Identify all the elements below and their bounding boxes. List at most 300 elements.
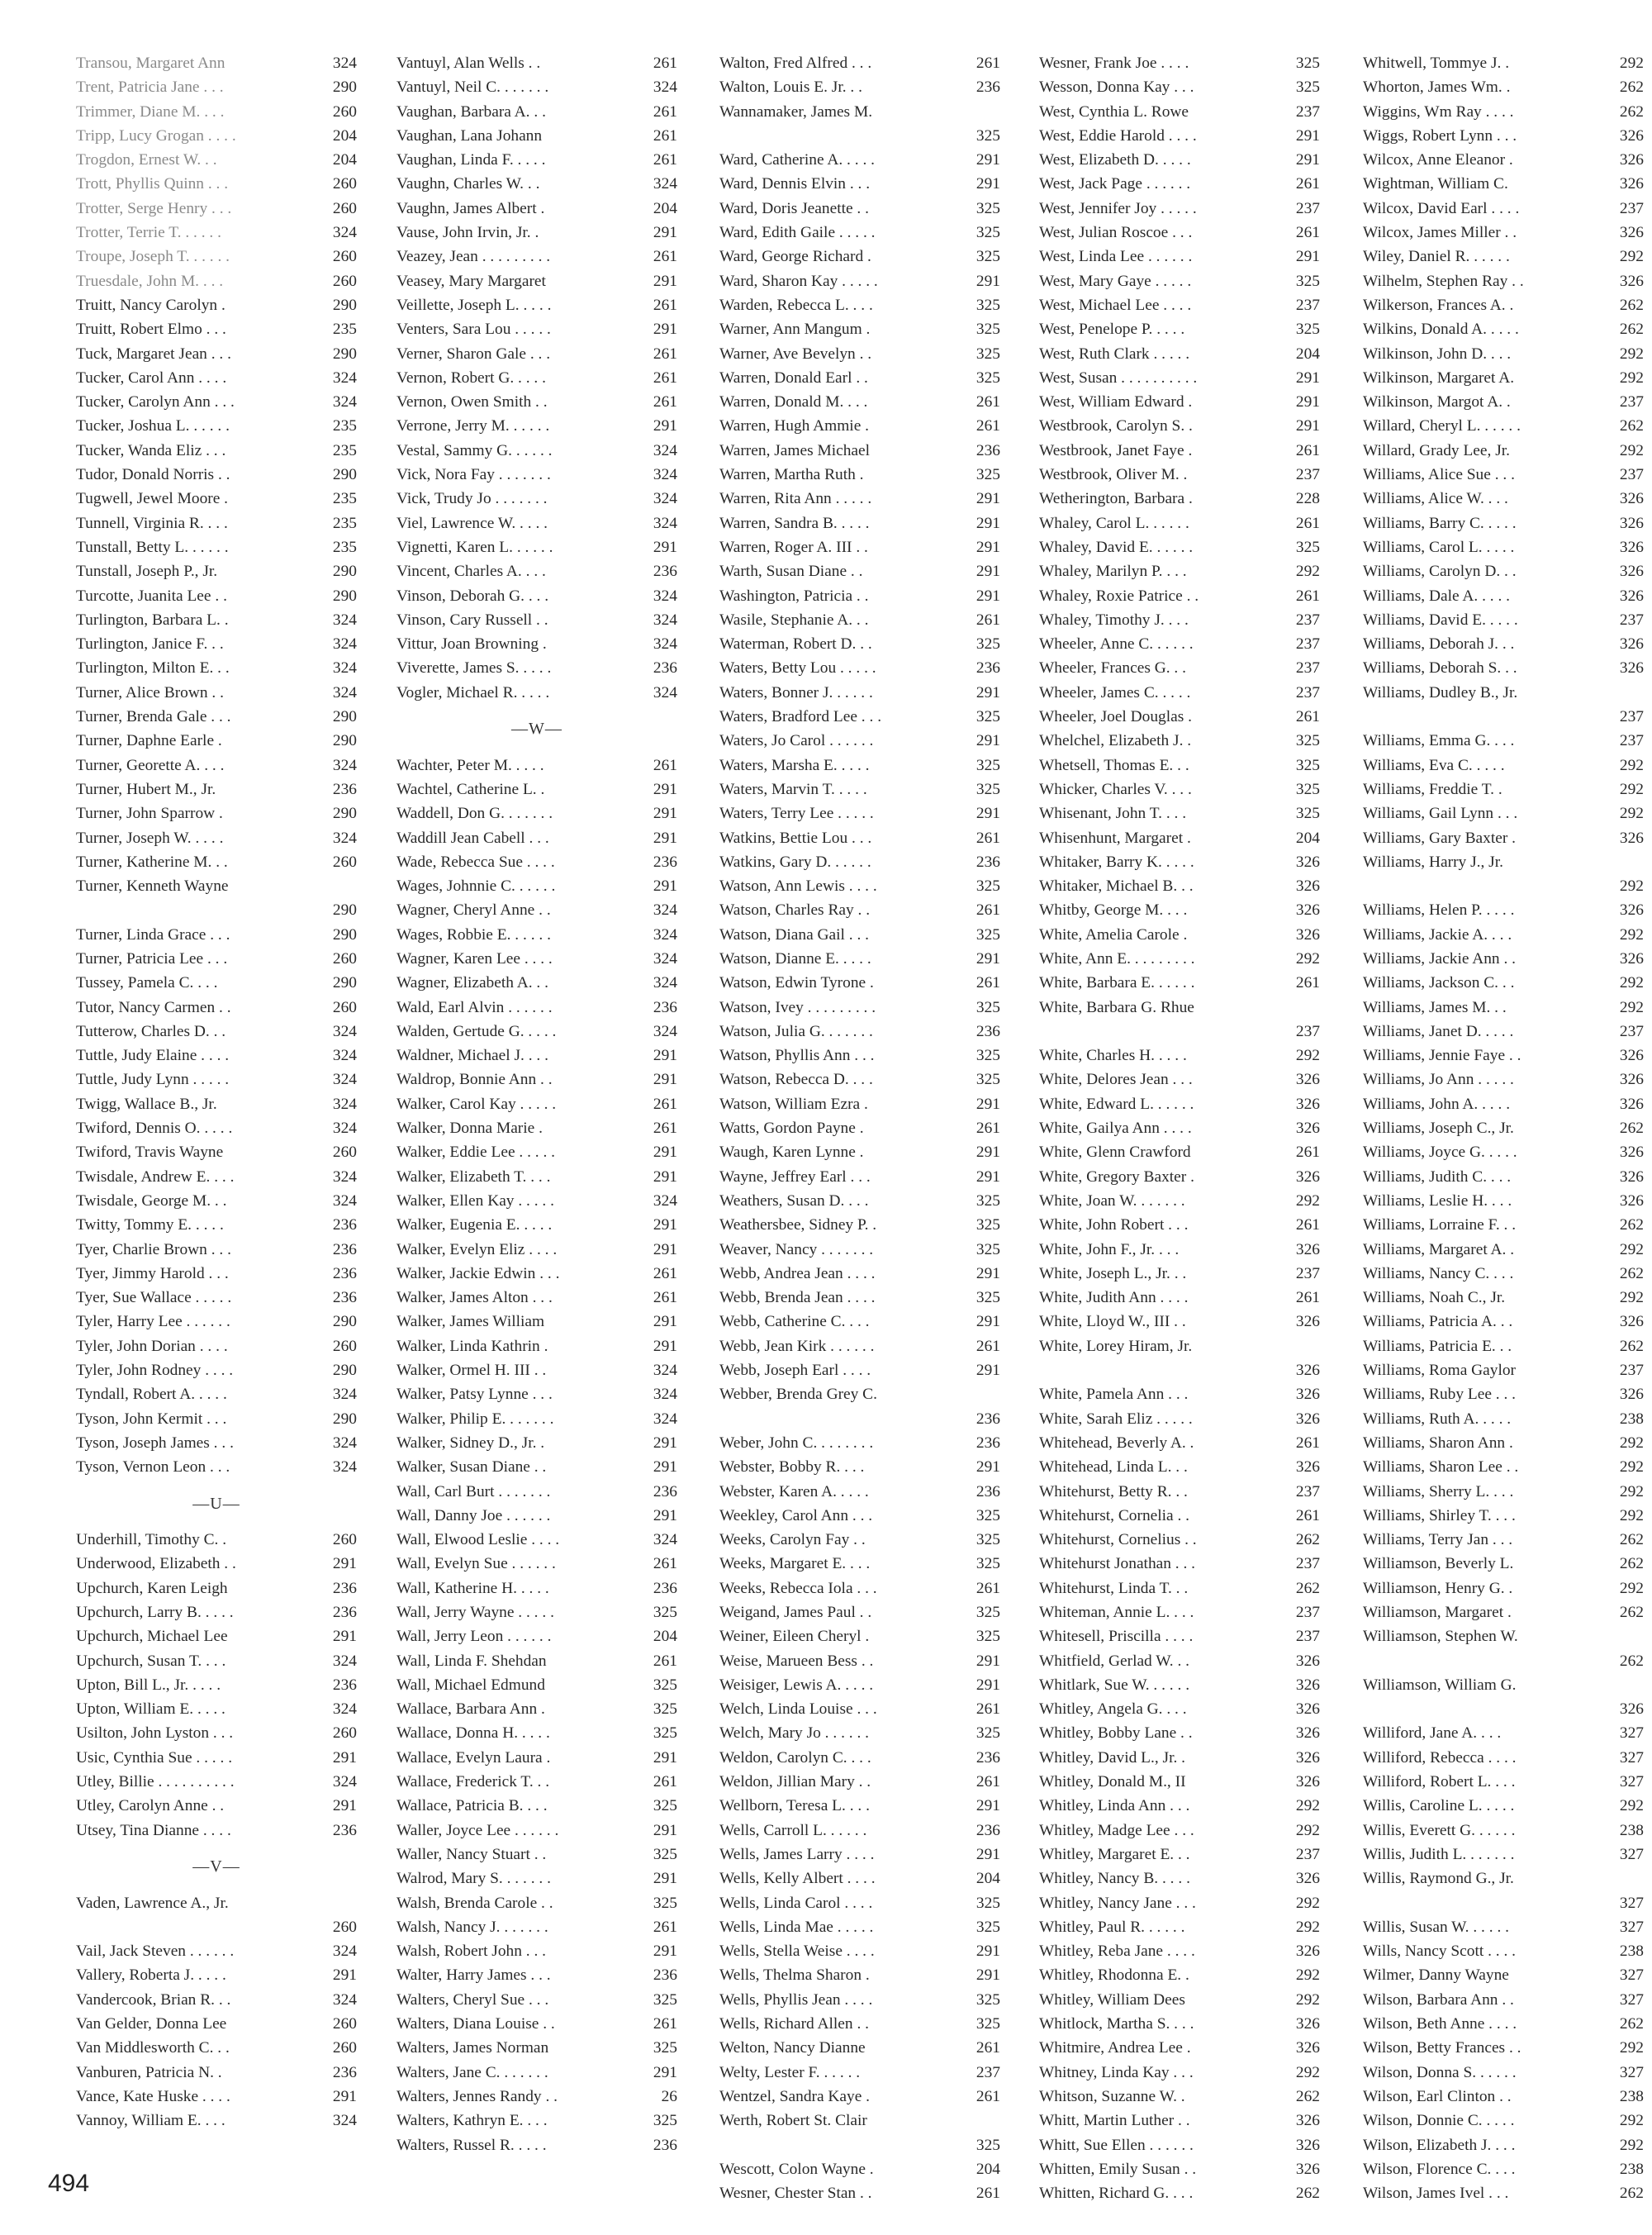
index-entry bbox=[76, 366, 357, 390]
entry-page-number: 238 bbox=[1619, 2087, 1644, 2105]
entry-page-number: 292 bbox=[1619, 2039, 1644, 2057]
index-entry bbox=[719, 1697, 1000, 1721]
entry-name: Van Middlesworth C. . . bbox=[76, 2039, 230, 2057]
entry-page-number: 260 bbox=[332, 2039, 357, 2057]
entry-name: Wheeler, James C. . . . . bbox=[1039, 683, 1191, 701]
entry-name: Whitley, Donald M., II bbox=[1039, 1773, 1186, 1791]
entry-name: Walker, Jackie Edwin . . . bbox=[396, 1264, 560, 1282]
index-entry bbox=[396, 1068, 677, 1091]
index-entry bbox=[1039, 1624, 1320, 1648]
index-entry bbox=[719, 608, 1000, 632]
entry-page-number: 261 bbox=[976, 1337, 1000, 1355]
index-entry bbox=[1039, 1431, 1320, 1455]
index-entry bbox=[1039, 681, 1320, 705]
entry-name: Williams, Dale A. . . . . bbox=[1363, 587, 1511, 605]
index-entry bbox=[76, 923, 357, 947]
entry-page-number: 235 bbox=[332, 514, 357, 532]
index-entry bbox=[396, 996, 677, 1020]
entry-name: Wilcox, James Miller . . bbox=[1363, 224, 1517, 242]
index-entry bbox=[1363, 1819, 1644, 1843]
index-entry bbox=[76, 148, 357, 172]
entry-page-number: 292 bbox=[1619, 1579, 1644, 1597]
index-entry bbox=[1363, 777, 1644, 801]
index-entry bbox=[76, 1068, 357, 1091]
index-entry bbox=[76, 75, 357, 99]
entry-page-number: 236 bbox=[332, 1240, 357, 1258]
index-entry bbox=[76, 632, 357, 656]
index-entry bbox=[76, 1673, 357, 1697]
entry-name: Wilson, James Ivel . . . bbox=[1363, 2185, 1509, 2203]
index-entry bbox=[1363, 754, 1644, 777]
entry-page-number: 292 bbox=[1619, 780, 1644, 798]
entry-page-number: 325 bbox=[976, 1071, 1000, 1089]
entry-name: Vincent, Charles A. . . . bbox=[396, 563, 546, 581]
entry-page-number: 291 bbox=[976, 1676, 1000, 1694]
entry-page-number: 292 bbox=[1295, 1894, 1320, 1912]
entry-name: Whaley, David E. . . . . . bbox=[1039, 538, 1194, 556]
index-entry bbox=[1363, 1382, 1644, 1406]
entry-name: Watts, Gordon Payne . bbox=[719, 1120, 864, 1138]
entry-page-number: 261 bbox=[976, 2185, 1000, 2203]
entry-name: Weber, John C. . . . . . . . bbox=[719, 1434, 874, 1452]
index-entry bbox=[719, 1576, 1000, 1600]
index-entry bbox=[76, 1939, 357, 1963]
entry-page-number: 204 bbox=[653, 1628, 677, 1646]
index-entry bbox=[396, 197, 677, 221]
entry-page-number: 237 bbox=[1295, 1022, 1320, 1040]
entry-page-number: 326 bbox=[1295, 1458, 1320, 1477]
entry-page-number: 238 bbox=[1619, 1410, 1644, 1428]
entry-name: Walker, Sidney D., Jr. . bbox=[396, 1434, 545, 1452]
index-entry bbox=[1039, 923, 1320, 947]
entry-name: Upchurch, Larry B. . . . . bbox=[76, 1604, 234, 1621]
entry-page-number: 325 bbox=[976, 780, 1000, 798]
entry-name: Turner, Daphne Earle . bbox=[76, 732, 222, 750]
entry-name: Walters, Cheryl Sue . . . bbox=[396, 1990, 549, 2009]
entry-page-number: 324 bbox=[332, 1386, 357, 1404]
entry-page-number: 236 bbox=[976, 853, 1000, 871]
entry-name: Whitehurst, Betty R. . . bbox=[1039, 1482, 1188, 1500]
entry-page-number: 324 bbox=[332, 1022, 357, 1040]
index-entry bbox=[719, 826, 1000, 850]
entry-name: Williamson, Henry G. . bbox=[1363, 1579, 1513, 1597]
entry-name: White, Barbara G. Rhue bbox=[1039, 998, 1194, 1016]
entry-name: Whitten, Emily Susan . . bbox=[1039, 2160, 1197, 2178]
index-entry bbox=[76, 2061, 357, 2085]
entry-name: Williams, Harry J., Jr. bbox=[1363, 853, 1503, 871]
entry-page-number: 290 bbox=[332, 78, 357, 97]
index-entry bbox=[1363, 1044, 1644, 1068]
index-entry bbox=[76, 947, 357, 971]
index-entry bbox=[1039, 656, 1320, 680]
entry-page-number: 204 bbox=[332, 151, 357, 169]
entry-name: Vanburen, Patricia N. . bbox=[76, 2063, 222, 2081]
entry-page-number: 292 bbox=[1619, 1289, 1644, 1307]
entry-page-number: 326 bbox=[1619, 1313, 1644, 1331]
index-entry bbox=[1039, 1576, 1320, 1600]
entry-page-number: 236 bbox=[976, 1022, 1000, 1040]
entry-page-number: 291 bbox=[653, 1943, 677, 1961]
index-entry bbox=[396, 1988, 677, 2012]
entry-page-number: 324 bbox=[653, 1410, 677, 1428]
entry-page-number: 261 bbox=[1295, 1144, 1320, 1162]
entry-name: Tucker, Joshua L. . . . . . bbox=[76, 417, 230, 435]
index-entry bbox=[396, 511, 677, 535]
entry-name: Williamson, Margaret . bbox=[1363, 1604, 1512, 1621]
index-entry bbox=[76, 414, 357, 438]
entry-name: Waugh, Karen Lynne . bbox=[719, 1144, 864, 1162]
entry-name: Tunstall, Betty L. . . . . . bbox=[76, 538, 229, 556]
entry-page-number: 236 bbox=[332, 780, 357, 798]
entry-page-number: 237 bbox=[976, 2063, 1000, 2081]
index-column-1 bbox=[76, 51, 357, 2133]
entry-page-number: 290 bbox=[332, 1410, 357, 1428]
index-entry bbox=[1039, 2157, 1320, 2181]
entry-name: Williams, John A. . . . . bbox=[1363, 1095, 1511, 1113]
entry-name: Walters, Diana Louise . . bbox=[396, 2015, 555, 2033]
entry-name: Whitlock, Martha S. . . . bbox=[1039, 2015, 1194, 2033]
index-entry bbox=[76, 2109, 357, 2133]
index-entry bbox=[1039, 366, 1320, 390]
index-entry bbox=[719, 197, 1000, 221]
index-entry bbox=[1039, 777, 1320, 801]
entry-name: Vail, Jack Steven . . . . . . bbox=[76, 1943, 235, 1961]
index-entry bbox=[719, 1092, 1000, 1116]
entry-page-number: 326 bbox=[1295, 1240, 1320, 1258]
index-entry bbox=[719, 1939, 1000, 1963]
index-entry bbox=[76, 971, 357, 995]
entry-page-number: 236 bbox=[653, 2136, 677, 2154]
entry-name: Wall, Carl Burt . . . . . . . bbox=[396, 1482, 551, 1500]
entry-name: Turner, Alice Brown . . bbox=[76, 683, 224, 701]
entry-page-number: 291 bbox=[653, 1337, 677, 1355]
index-entry bbox=[719, 2109, 1000, 2157]
entry-page-number: 324 bbox=[332, 1773, 357, 1791]
index-entry bbox=[1039, 1116, 1320, 1140]
index-entry bbox=[1363, 245, 1644, 269]
entry-name: Vause, John Irvin, Jr. . bbox=[396, 224, 539, 242]
entry-name: Tyer, Sue Wallace . . . . . bbox=[76, 1289, 232, 1307]
entry-name: Walker, Patsy Lynne . . . bbox=[396, 1386, 553, 1404]
entry-page-number: 291 bbox=[976, 587, 1000, 605]
index-entry bbox=[396, 1213, 677, 1237]
index-entry bbox=[719, 1140, 1000, 1164]
index-entry bbox=[719, 1843, 1000, 1866]
entry-page-number: 326 bbox=[1295, 1676, 1320, 1694]
entry-page-number: 261 bbox=[653, 102, 677, 121]
entry-name: Wayne, Jeffrey Earl . . . bbox=[719, 1167, 871, 1186]
entry-name: Whitley, Angela G. . . . bbox=[1039, 1700, 1187, 1719]
entry-page-number: 325 bbox=[653, 1604, 677, 1621]
entry-name: Turner, Brenda Gale . . . bbox=[76, 708, 231, 726]
entry-name: Weekley, Carol Ann . . . bbox=[719, 1506, 873, 1524]
entry-name: Trotter, Serge Henry . . . bbox=[76, 199, 232, 217]
index-entry bbox=[76, 826, 357, 850]
entry-page-number: 327 bbox=[1619, 1990, 1644, 2009]
index-entry bbox=[719, 681, 1000, 705]
entry-page-number: 326 bbox=[1295, 2136, 1320, 2154]
entry-name: Utsey, Tina Dianne . . . . bbox=[76, 1821, 231, 1839]
entry-page-number: 290 bbox=[332, 1362, 357, 1380]
entry-page-number: 261 bbox=[976, 2087, 1000, 2105]
index-entry bbox=[396, 1673, 677, 1697]
index-entry bbox=[1363, 1238, 1644, 1262]
entry-page-number: 291 bbox=[1295, 126, 1320, 145]
entry-name: Upchurch, Karen Leigh bbox=[76, 1579, 228, 1597]
entry-name: Walters, James Norman bbox=[396, 2039, 549, 2057]
index-entry bbox=[396, 1358, 677, 1382]
entry-name: West, Cynthia L. Rowe bbox=[1039, 102, 1189, 121]
index-entry bbox=[1039, 293, 1320, 317]
entry-page-number: 262 bbox=[1619, 417, 1644, 435]
entry-page-number: 261 bbox=[653, 126, 677, 145]
index-entry bbox=[76, 1116, 357, 1140]
entry-name: Whitley, Margaret E. . . bbox=[1039, 1845, 1190, 1863]
entry-name: Walker, James Alton . . . bbox=[396, 1289, 553, 1307]
index-entry bbox=[396, 51, 677, 75]
index-entry bbox=[1039, 1213, 1320, 1237]
entry-page-number: 325 bbox=[976, 1531, 1000, 1549]
index-entry bbox=[1363, 1262, 1644, 1286]
index-entry bbox=[1363, 801, 1644, 825]
index-entry bbox=[1363, 996, 1644, 1020]
entry-page-number: 326 bbox=[1619, 949, 1644, 968]
entry-name: Wagner, Cheryl Anne . . bbox=[396, 901, 551, 920]
index-entry bbox=[1363, 2036, 1644, 2060]
entry-page-number: 292 bbox=[1295, 1990, 1320, 2009]
index-entry bbox=[1039, 1140, 1320, 1164]
index-entry bbox=[396, 535, 677, 559]
index-entry bbox=[396, 898, 677, 922]
index-entry bbox=[1039, 1092, 1320, 1116]
index-entry bbox=[1363, 172, 1644, 196]
entry-page-number: 261 bbox=[653, 1773, 677, 1791]
index-entry bbox=[1039, 317, 1320, 341]
entry-name: White, Joan W. . . . . . . bbox=[1039, 1191, 1185, 1210]
entry-name: Tyler, John Dorian . . . . bbox=[76, 1337, 228, 1355]
entry-page-number: 236 bbox=[653, 853, 677, 871]
entry-page-number: 237 bbox=[1295, 1845, 1320, 1863]
entry-name: Whelchel, Elizabeth J. . bbox=[1039, 732, 1192, 750]
index-entry bbox=[1363, 1673, 1644, 1722]
index-entry bbox=[1363, 1334, 1644, 1358]
index-entry bbox=[1363, 1407, 1644, 1431]
index-entry bbox=[76, 1988, 357, 2012]
entry-name: Werth, Robert St. Clair bbox=[719, 2112, 867, 2130]
entry-page-number: 262 bbox=[1619, 1120, 1644, 1138]
entry-name: Turner, John Sparrow . bbox=[76, 805, 223, 823]
entry-page-number: 236 bbox=[976, 78, 1000, 97]
entry-page-number: 325 bbox=[1295, 756, 1320, 774]
entry-name: Waddill Jean Cabell . . . bbox=[396, 829, 549, 847]
entry-name: Underwood, Elizabeth . . bbox=[76, 1555, 236, 1573]
entry-page-number: 325 bbox=[976, 1216, 1000, 1234]
entry-page-number: 326 bbox=[1295, 1362, 1320, 1380]
index-entry bbox=[76, 1624, 357, 1648]
entry-name: Whitley, Reba Jane . . . . bbox=[1039, 1943, 1195, 1961]
entry-page-number: 262 bbox=[1295, 1579, 1320, 1597]
index-entry bbox=[76, 1794, 357, 1818]
entry-name: Walsh, Nancy J. . . . . . . bbox=[396, 1918, 548, 1936]
entry-name: Walsh, Robert John . . . bbox=[396, 1943, 547, 1961]
index-entry bbox=[1039, 632, 1320, 656]
entry-page-number: 292 bbox=[1295, 1918, 1320, 1936]
entry-page-number: 326 bbox=[1295, 1652, 1320, 1670]
index-entry bbox=[1363, 535, 1644, 559]
index-entry bbox=[1039, 269, 1320, 293]
entry-page-number: 326 bbox=[1295, 2015, 1320, 2033]
index-entry bbox=[396, 1649, 677, 1673]
index-entry bbox=[719, 559, 1000, 583]
entry-name: Ward, George Richard . bbox=[719, 248, 871, 266]
index-entry bbox=[1039, 729, 1320, 753]
entry-name: Veazey, Jean . . . . . . . . . bbox=[396, 248, 551, 266]
index-entry bbox=[396, 1721, 677, 1745]
entry-page-number: 325 bbox=[1295, 78, 1320, 97]
entry-page-number: 291 bbox=[332, 1797, 357, 1815]
entry-page-number: 292 bbox=[1619, 1240, 1644, 1258]
index-entry bbox=[76, 1382, 357, 1406]
index-entry bbox=[396, 366, 677, 390]
entry-page-number: 291 bbox=[976, 949, 1000, 968]
entry-page-number: 237 bbox=[1295, 466, 1320, 484]
entry-page-number: 262 bbox=[1619, 102, 1644, 121]
index-entry bbox=[1039, 559, 1320, 583]
entry-name: Weisiger, Lewis A. . . . . bbox=[719, 1676, 874, 1694]
entry-page-number: 260 bbox=[332, 1337, 357, 1355]
entry-page-number: 261 bbox=[653, 345, 677, 363]
entry-page-number: 325 bbox=[653, 1724, 677, 1743]
index-entry bbox=[1039, 996, 1320, 1044]
index-entry bbox=[396, 1334, 677, 1358]
entry-name: Wells, Richard Allen . . bbox=[719, 2015, 870, 2033]
entry-name: Wall, Elwood Leslie . . . . bbox=[396, 1531, 560, 1549]
entry-page-number: 324 bbox=[332, 1990, 357, 2009]
entry-name: Wallace, Evelyn Laura . bbox=[396, 1748, 551, 1767]
index-entry bbox=[76, 172, 357, 196]
index-entry bbox=[719, 172, 1000, 196]
entry-name: Webber, Brenda Grey C. bbox=[719, 1386, 877, 1404]
index-entry bbox=[76, 1697, 357, 1721]
entry-name: Warren, Rita Ann . . . . . bbox=[719, 490, 872, 508]
index-entry bbox=[1039, 1189, 1320, 1213]
entry-name: West, Eddie Harold . . . . bbox=[1039, 126, 1197, 145]
entry-name: Whitfield, Gerlad W. . . bbox=[1039, 1652, 1190, 1670]
entry-name: Waldner, Michael J. . . . bbox=[396, 1047, 548, 1065]
entry-name: Twiford, Travis Wayne bbox=[76, 1144, 224, 1162]
entry-name: Whaley, Carol L. . . . . . bbox=[1039, 514, 1189, 532]
entry-page-number: 325 bbox=[976, 126, 1000, 145]
entry-name: Wallace, Donna H. . . . . bbox=[396, 1724, 550, 1743]
index-entry bbox=[1039, 1528, 1320, 1552]
entry-page-number: 291 bbox=[653, 224, 677, 242]
entry-page-number: 260 bbox=[332, 248, 357, 266]
entry-page-number: 324 bbox=[653, 974, 677, 992]
index-entry bbox=[1039, 1310, 1320, 1334]
entry-page-number: 291 bbox=[653, 1071, 677, 1089]
entry-name: Turner, Georette A. . . . bbox=[76, 756, 225, 774]
index-column-2 bbox=[396, 51, 677, 2157]
entry-name: Tyer, Charlie Brown . . . bbox=[76, 1240, 231, 1258]
entry-page-number: 324 bbox=[653, 1531, 677, 1549]
entry-name: Wilson, Barbara Ann . . bbox=[1363, 1990, 1514, 2009]
entry-page-number: 325 bbox=[653, 1676, 677, 1694]
entry-page-number: 236 bbox=[653, 998, 677, 1016]
index-entry bbox=[396, 1165, 677, 1189]
entry-page-number: 325 bbox=[653, 1797, 677, 1815]
entry-page-number: 238 bbox=[1619, 1821, 1644, 1839]
entry-page-number: 260 bbox=[332, 853, 357, 871]
entry-name: Whitley, Rhodonna E. . bbox=[1039, 1966, 1189, 1985]
index-entry bbox=[396, 317, 677, 341]
entry-name: Tugwell, Jewel Moore . bbox=[76, 490, 229, 508]
entry-name: Wells, James Larry . . . . bbox=[719, 1845, 875, 1863]
entry-name: Wade, Rebecca Sue . . . . bbox=[396, 853, 555, 871]
entry-name: Walker, Carol Kay . . . . . bbox=[396, 1095, 557, 1113]
entry-page-number: 324 bbox=[332, 2112, 357, 2130]
entry-page-number: 291 bbox=[1295, 151, 1320, 169]
index-entry bbox=[1039, 826, 1320, 850]
index-entry bbox=[76, 1140, 357, 1164]
entry-page-number: 326 bbox=[1295, 1748, 1320, 1767]
entry-name: Wallace, Patricia B. . . . bbox=[396, 1797, 548, 1815]
index-entry bbox=[1039, 947, 1320, 971]
index-entry bbox=[76, 1963, 357, 1987]
entry-name: West, Linda Lee . . . . . . bbox=[1039, 248, 1193, 266]
entry-page-number: 325 bbox=[976, 1506, 1000, 1524]
index-entry bbox=[396, 2109, 677, 2133]
entry-page-number: 261 bbox=[976, 901, 1000, 920]
index-entry bbox=[76, 463, 357, 487]
index-entry bbox=[719, 293, 1000, 317]
entry-page-number: 291 bbox=[976, 1313, 1000, 1331]
index-entry bbox=[1039, 1165, 1320, 1189]
index-entry bbox=[76, 2012, 357, 2036]
entry-name: Wetherington, Barbara . bbox=[1039, 490, 1193, 508]
index-entry bbox=[396, 1044, 677, 1068]
entry-name: Washington, Patricia . . bbox=[719, 587, 869, 605]
entry-page-number: 326 bbox=[1619, 514, 1644, 532]
entry-name: Whaley, Roxie Patrice . . bbox=[1039, 587, 1199, 605]
entry-name: Williford, Rebecca . . . . bbox=[1363, 1748, 1517, 1767]
entry-name: Williamson, Stephen W. bbox=[1363, 1628, 1518, 1646]
index-entry bbox=[719, 1649, 1000, 1673]
index-entry bbox=[76, 390, 357, 414]
entry-name: Vinson, Deborah G. . . . bbox=[396, 587, 549, 605]
index-entry bbox=[1363, 197, 1644, 221]
entry-name: Walter, Harry James . . . bbox=[396, 1966, 551, 1985]
entry-name: Tyler, Harry Lee . . . . . . bbox=[76, 1313, 230, 1331]
entry-name: Wilson, Florence C. . . . bbox=[1363, 2160, 1516, 2178]
entry-page-number: 324 bbox=[332, 1700, 357, 1719]
entry-page-number: 325 bbox=[653, 1894, 677, 1912]
entry-name: White, Gailya Ann . . . . bbox=[1039, 1120, 1192, 1138]
entry-page-number: 261 bbox=[653, 1289, 677, 1307]
index-entry bbox=[396, 1552, 677, 1576]
index-entry bbox=[719, 923, 1000, 947]
entry-name: Whitehead, Beverly A. . bbox=[1039, 1434, 1194, 1452]
entry-page-number: 292 bbox=[1619, 1458, 1644, 1477]
entry-name: Turner, Linda Grace . . . bbox=[76, 925, 230, 944]
entry-page-number: 324 bbox=[332, 1167, 357, 1186]
index-entry bbox=[396, 2085, 677, 2109]
index-entry bbox=[76, 2085, 357, 2109]
entry-name: Upchurch, Susan T. . . . bbox=[76, 1652, 226, 1670]
index-entry bbox=[1039, 1746, 1320, 1770]
index-entry bbox=[76, 1455, 357, 1479]
index-entry bbox=[1039, 1866, 1320, 1890]
entry-page-number: 290 bbox=[332, 587, 357, 605]
